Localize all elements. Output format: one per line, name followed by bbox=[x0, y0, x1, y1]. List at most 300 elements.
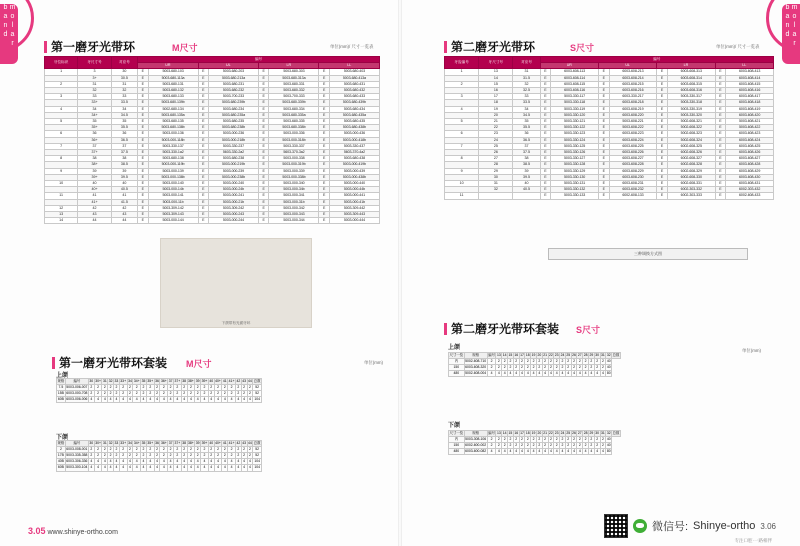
cell-quadrant-mark: E bbox=[319, 69, 329, 75]
kit-cell-qty: 4 bbox=[146, 397, 154, 403]
kit-cell-qty: 4 bbox=[210, 459, 213, 464]
cell-no: 31.5 bbox=[513, 75, 540, 81]
cell-code: 6003-608-225 bbox=[609, 143, 657, 149]
kit-cell-qty: 2 bbox=[90, 447, 93, 452]
kit-cell-qty: 2 bbox=[555, 359, 558, 364]
kit-cell-qty: 2 bbox=[526, 365, 529, 370]
cell-quadrant-mark: E bbox=[715, 112, 726, 118]
cell-code: 6003-608-425 bbox=[726, 143, 774, 149]
kit-cell-qty: 2 bbox=[596, 437, 599, 442]
kit-cell-qty: 4 bbox=[561, 449, 564, 454]
cell-no: 35.5 bbox=[513, 125, 540, 131]
kit-col-header: 36 bbox=[155, 441, 159, 445]
kit-cell-qty: 2 bbox=[578, 365, 581, 370]
cell-quadrant-mark: E bbox=[319, 131, 329, 137]
kit-cell-qty: 4 bbox=[596, 371, 599, 376]
col-header-no: 对应号 bbox=[111, 57, 137, 69]
kit-cell-qty: 4 bbox=[521, 371, 523, 376]
kit-cell-qty: 2 bbox=[487, 443, 496, 449]
label-second-kit-upper: 上颌 bbox=[448, 345, 461, 351]
cell-code: 5003-680-103 bbox=[148, 69, 198, 75]
cell-no: 37 bbox=[513, 143, 540, 149]
kit-cell-qty: 2 bbox=[538, 443, 541, 448]
kit-cell-qty: 4 bbox=[187, 465, 195, 471]
cell-quadrant-mark: E bbox=[715, 181, 726, 187]
kit-cell-qty: 2 bbox=[156, 447, 158, 452]
cell-quadrant-mark: E bbox=[138, 205, 148, 211]
kit-cell-qty: 2 bbox=[555, 365, 558, 370]
kit-cell-qty: 4 bbox=[156, 459, 158, 464]
cell-quadrant-mark: E bbox=[138, 187, 148, 193]
kit-cell-qty: 2 bbox=[146, 385, 154, 391]
cell-quadrant-mark: E bbox=[319, 100, 329, 106]
cell-no: 42 bbox=[111, 205, 137, 211]
kit-cell-qty: 2 bbox=[573, 443, 575, 448]
section-sub-second-kit: S尺寸 bbox=[576, 325, 601, 335]
kit-cell-qty: 2 bbox=[210, 391, 213, 396]
wechat-label: 微信号: bbox=[651, 521, 689, 533]
kit-cell-qty: 2 bbox=[555, 437, 558, 442]
kit-cell-qty: 2 bbox=[544, 365, 547, 370]
cell-no: 40.5 bbox=[513, 187, 540, 193]
cell-no: 40 bbox=[513, 181, 540, 187]
kit-cell-qty: 2 bbox=[187, 453, 195, 459]
page-tab-right: molar band bbox=[782, 4, 800, 64]
cell-code: 5003-680-213a bbox=[208, 75, 258, 81]
cell-no: 33 bbox=[513, 94, 540, 100]
kit-col-header: 39+ bbox=[201, 441, 208, 445]
cell-code: 5003-000-319b bbox=[269, 162, 319, 168]
kit-col-header: 39 bbox=[195, 441, 200, 445]
cell-quadrant-mark: E bbox=[198, 131, 208, 137]
cell-no: 39 bbox=[111, 168, 137, 174]
cell-quadrant-mark: E bbox=[598, 150, 609, 156]
cell-code: 5003-330-127 bbox=[551, 156, 599, 162]
kit-col-header: 22 bbox=[549, 431, 553, 435]
cell-code: 5003-680-203 bbox=[208, 69, 258, 75]
kit-col-header: 19 bbox=[531, 353, 536, 357]
cell-code: 5003-700-233 bbox=[208, 94, 258, 100]
cell-quadrant-mark: E bbox=[138, 193, 148, 199]
cell-quadrant-mark: E bbox=[319, 205, 329, 211]
cell-code: 6003-608-414 bbox=[726, 75, 774, 81]
kit-cell-qty: 2 bbox=[561, 365, 564, 370]
cell-code: 6002-303-333 bbox=[667, 193, 715, 199]
cell-code: 5002-608-323 bbox=[667, 131, 715, 137]
kit-cell-qty: 2 bbox=[103, 391, 106, 396]
cell-size: 38+ bbox=[78, 162, 111, 168]
cell-code: 5003-680-235a bbox=[208, 112, 258, 118]
kit-col-header: 23 bbox=[554, 353, 559, 357]
kit-cell-qty: 2 bbox=[567, 365, 570, 370]
kit-cell-qty: 2 bbox=[214, 385, 222, 391]
kit-cell-qty: 2 bbox=[187, 447, 195, 453]
cell-code: 6003-608-215 bbox=[609, 81, 657, 87]
cell-no: 34 bbox=[513, 106, 540, 112]
cell-size: 31 bbox=[479, 181, 513, 187]
kit-col-header: 30+ bbox=[95, 379, 101, 383]
cell-code: 5003-680-303 bbox=[269, 69, 319, 75]
cell-code: 6003-608-417 bbox=[726, 94, 774, 100]
cell-code: 6003-608-316 bbox=[667, 88, 715, 94]
kit-col-header: 41+ bbox=[228, 441, 235, 445]
kit-col-header: 19 bbox=[531, 431, 536, 435]
cell-quadrant-mark: E bbox=[715, 69, 726, 75]
kit-cell-qty: 4 bbox=[515, 449, 518, 454]
kit-col-header: 37+ bbox=[174, 441, 181, 445]
cell-code: 5003-000-240 bbox=[208, 181, 258, 187]
cell-quadrant-mark: E bbox=[540, 106, 551, 112]
kit-cell-qty: 2 bbox=[223, 385, 226, 390]
kit-cell-qty: 2 bbox=[169, 391, 172, 396]
cell-no: 36.5 bbox=[111, 137, 137, 143]
kit-cell-qty: 2 bbox=[567, 359, 570, 364]
cell-quadrant-mark: E bbox=[319, 143, 329, 149]
kit-cell-qty: 4 bbox=[487, 449, 496, 455]
kit-cell-spec: 480 bbox=[449, 371, 465, 377]
kit-cell-qty: 2 bbox=[169, 385, 172, 390]
kit-cell-qty: 52 bbox=[253, 391, 262, 397]
cell-code: 5003-000-318b bbox=[269, 137, 319, 143]
cell-quadrant-mark: E bbox=[715, 106, 726, 112]
kit-cell-spec: 内 bbox=[449, 437, 465, 443]
kit-col-header: 32 bbox=[606, 353, 611, 357]
cell-tooth: 4 bbox=[45, 106, 78, 112]
kit-col-header: 31 bbox=[601, 431, 605, 435]
kit-cell-code: 6003-608-320 bbox=[465, 365, 487, 370]
kit-cell-qty: 104 bbox=[254, 397, 260, 402]
cell-quadrant-mark: E bbox=[319, 199, 329, 205]
kit-cell-qty: 2 bbox=[201, 391, 209, 397]
kit-col-header: 41+ bbox=[228, 379, 235, 383]
cell-no: 33 bbox=[111, 94, 137, 100]
kit-col-header: 32 bbox=[108, 379, 113, 383]
cell-code: 5003-000-31b bbox=[269, 199, 319, 205]
cell-no: 43 bbox=[111, 212, 137, 218]
cell-size: 36+ bbox=[78, 137, 111, 143]
cell-code: 6002-608-331 bbox=[667, 181, 715, 187]
cell-quadrant-mark: E bbox=[138, 174, 148, 180]
kit-cell-qty: 2 bbox=[109, 385, 112, 390]
cell-size: 28 bbox=[479, 162, 513, 168]
cell-quadrant-mark: E bbox=[319, 212, 329, 218]
cell-code: 5003-680-235 bbox=[208, 119, 258, 125]
kit-cell-qty: 2 bbox=[173, 447, 181, 453]
cell-code: 5003-680-435 bbox=[329, 119, 379, 125]
cell-quadrant-mark: E bbox=[198, 137, 208, 143]
cell-quadrant-mark: E bbox=[540, 174, 551, 180]
kit-cell-qty: 2 bbox=[515, 443, 518, 448]
cell-quadrant-mark: E bbox=[598, 137, 609, 143]
kit-cell-qty: 4 bbox=[544, 371, 547, 376]
kit-cell-qty: 2 bbox=[538, 359, 541, 364]
cell-code: 5003-000-336 bbox=[269, 131, 319, 137]
cell-quadrant-mark: E bbox=[319, 81, 329, 87]
kit-cell-code: 5003-300-104 bbox=[66, 465, 88, 470]
kit-cell-qty: 2 bbox=[146, 391, 154, 397]
cell-quadrant-mark: E bbox=[259, 119, 269, 125]
cell-quadrant-mark: E bbox=[138, 94, 148, 100]
kit-col-header: 40+ bbox=[215, 379, 221, 383]
cell-quadrant-mark: E bbox=[259, 162, 269, 168]
cell-quadrant-mark: E bbox=[319, 181, 329, 187]
kit-cell-qty: 4 bbox=[142, 465, 145, 470]
cell-no: 37.5 bbox=[111, 150, 137, 156]
kit-cell-qty: 4 bbox=[243, 397, 246, 402]
cell-code: 5003-680-413a bbox=[329, 75, 379, 81]
kit-col-header: 26 bbox=[572, 353, 576, 357]
cell-no: 39 bbox=[513, 168, 540, 174]
cell-size: 39 bbox=[78, 168, 111, 174]
cell-quadrant-mark: E bbox=[657, 106, 668, 112]
cell-code: 6002-608-330 bbox=[667, 174, 715, 180]
cell-no: 32.5 bbox=[513, 88, 540, 94]
cell-code: 5003-000-439 bbox=[329, 168, 379, 174]
cell-quadrant-mark: E bbox=[598, 181, 609, 187]
cell-quadrant-mark: E bbox=[319, 156, 329, 162]
kit-cell-qty: 2 bbox=[590, 365, 593, 370]
cell-code: 5003-000-418b bbox=[329, 137, 379, 143]
cell-code: 5003-000-441 bbox=[329, 193, 379, 199]
cell-tooth: 2 bbox=[445, 81, 479, 87]
kit-cell-qty: 2 bbox=[243, 447, 246, 452]
kit-cell-qty: 4 bbox=[146, 459, 154, 465]
kit-cell-qty: 4 bbox=[555, 371, 558, 376]
cell-quadrant-mark: E bbox=[598, 75, 609, 81]
cell-quadrant-mark: E bbox=[259, 88, 269, 94]
kit-cell-qty: 2 bbox=[156, 453, 158, 458]
cell-code: 5003-608-221 bbox=[609, 119, 657, 125]
kit-cell-qty: 4 bbox=[156, 465, 158, 470]
kit-cell-qty: 4 bbox=[173, 459, 181, 465]
cell-quadrant-mark: E bbox=[138, 143, 148, 149]
kit-cell-qty: 2 bbox=[243, 391, 246, 396]
kit-cell-qty: 4 bbox=[109, 459, 112, 464]
cell-size: 18 bbox=[479, 100, 513, 106]
cell-size: 19 bbox=[479, 106, 513, 112]
cell-quadrant-mark: E bbox=[198, 199, 208, 205]
cell-quadrant-mark: E bbox=[138, 75, 148, 81]
kit-cell-qty: 4 bbox=[103, 397, 106, 402]
kit-col-header: 20 bbox=[537, 353, 542, 357]
kit-col-header: 13 bbox=[496, 353, 501, 357]
kit-col-header: 总数 bbox=[253, 441, 261, 445]
kit-col-header: 38 bbox=[182, 441, 187, 445]
cell-code: 6003-608-413 bbox=[726, 69, 774, 75]
cell-size: 33 bbox=[78, 94, 111, 100]
kit-cell-code: 6003-006-006 bbox=[66, 397, 88, 402]
kit-col-header: 尺寸一览 bbox=[449, 353, 464, 357]
section-title-first-kit: 第一磨牙光带环套装 bbox=[52, 354, 167, 371]
kit-cell-qty: 2 bbox=[573, 365, 575, 370]
kit-cell-qty: 2 bbox=[578, 359, 581, 364]
cell-quadrant-mark: E bbox=[540, 193, 551, 199]
cell-quadrant-mark: E bbox=[598, 119, 609, 125]
cell-quadrant-mark: E bbox=[138, 162, 148, 168]
kit-cell-qty: 4 bbox=[183, 459, 186, 464]
unit-note-second-kit: 单位(mm) bbox=[742, 348, 762, 353]
cell-quadrant-mark: E bbox=[138, 150, 148, 156]
cell-tooth: 5 bbox=[445, 119, 479, 125]
col-header-quadrant-ur: UR bbox=[138, 63, 198, 69]
cell-quadrant-mark: E bbox=[319, 112, 329, 118]
kit-cell-qty: 2 bbox=[214, 447, 222, 453]
kit-cell-qty: 2 bbox=[119, 447, 127, 453]
cell-code: 5003-000-218b bbox=[208, 137, 258, 143]
cell-quadrant-mark: E bbox=[715, 174, 726, 180]
kit-cell-qty: 2 bbox=[173, 391, 181, 397]
cell-size: 33+ bbox=[78, 100, 111, 106]
kit-col-header: 25 bbox=[566, 353, 571, 357]
kit-cell-qty: 4 bbox=[223, 465, 226, 470]
cell-quadrant-mark: E bbox=[138, 125, 148, 131]
cell-quadrant-mark: E bbox=[319, 94, 329, 100]
cell-code: 6003-608-115 bbox=[551, 81, 599, 87]
kit-col-header: 总数 bbox=[253, 379, 261, 383]
cell-quadrant-mark: E bbox=[198, 106, 208, 112]
cell-quadrant-mark: E bbox=[138, 69, 148, 75]
cell-size: 16 bbox=[479, 88, 513, 94]
cell-code: 6003-608-224 bbox=[609, 137, 657, 143]
kit-cell-qty: 2 bbox=[555, 443, 558, 448]
cell-code: 5003-330-123 bbox=[551, 131, 599, 137]
kit-col-header: 38 bbox=[182, 379, 187, 383]
cell-quadrant-mark: E bbox=[198, 81, 208, 87]
cell-no: 41 bbox=[111, 193, 137, 199]
cell-quadrant-mark: E bbox=[598, 193, 609, 199]
cell-quadrant-mark: E bbox=[598, 168, 609, 174]
kit-cell-qty: 2 bbox=[187, 391, 195, 397]
cell-no: 40 bbox=[111, 181, 137, 187]
kit-cell-qty: 40 bbox=[606, 359, 611, 364]
cell-code: 5003-000-338 bbox=[269, 156, 319, 162]
kit-cell-qty: 4 bbox=[228, 465, 236, 471]
kit-cell-qty: 2 bbox=[532, 365, 535, 370]
kit-cell-qty: 2 bbox=[133, 447, 141, 453]
cell-code: 5002-608-321 bbox=[667, 119, 715, 125]
kit-cell-qty: 2 bbox=[160, 453, 168, 459]
cell-quadrant-mark: E bbox=[657, 131, 668, 137]
table-second-molar bbox=[444, 56, 774, 200]
kit-cell-qty: 2 bbox=[133, 453, 141, 459]
cell-quadrant-mark: E bbox=[259, 106, 269, 112]
wechat-icon bbox=[633, 519, 647, 533]
kit-cell-qty: 4 bbox=[160, 459, 168, 465]
kit-cell-qty: 4 bbox=[228, 459, 236, 465]
kit-cell-qty: 52 bbox=[253, 453, 262, 459]
cell-quadrant-mark: E bbox=[198, 205, 208, 211]
table-row bbox=[45, 218, 380, 224]
cell-quadrant-mark: E bbox=[657, 81, 668, 87]
cell-size: 29 bbox=[479, 168, 513, 174]
cell-quadrant-mark: E bbox=[715, 125, 726, 131]
kit-cell-spec: 内 bbox=[449, 359, 465, 365]
cell-code: 6003-608-431 bbox=[726, 181, 774, 187]
kit-cell-qty: 2 bbox=[223, 453, 226, 458]
kit-cell-qty: 4 bbox=[201, 397, 209, 403]
kit-cell-qty: 4 bbox=[584, 371, 587, 376]
cell-quadrant-mark: E bbox=[715, 162, 726, 168]
kit-col-header: 28 bbox=[583, 431, 588, 435]
cell-code: 6003-330-217 bbox=[609, 94, 657, 100]
cell-quadrant-mark: E bbox=[198, 75, 208, 81]
cell-no: 38.5 bbox=[513, 162, 540, 168]
kit-col-header: 37 bbox=[168, 379, 173, 383]
cell-code: 5003-000-438b bbox=[329, 174, 379, 180]
kit-cell-qty: 80 bbox=[606, 449, 611, 454]
cell-code: 6003-608-427 bbox=[726, 156, 774, 162]
cell-no: 34.5 bbox=[111, 112, 137, 118]
cell-size: 41+ bbox=[78, 199, 111, 205]
cell-size: 37+ bbox=[78, 150, 111, 156]
cell-code: 5003-680-238 bbox=[208, 156, 258, 162]
kit-cell-qty: 2 bbox=[228, 447, 236, 453]
cell-code: 5003-680-438 bbox=[329, 156, 379, 162]
kit-cell-qty: 2 bbox=[515, 359, 518, 364]
kit-cell-qty: 2 bbox=[228, 453, 236, 459]
cell-code: 5003-309-442 bbox=[329, 205, 379, 211]
cell-tooth: 6 bbox=[45, 131, 78, 137]
kit-col-header: 30 bbox=[89, 379, 94, 383]
cell-code: 6002-608-329 bbox=[667, 168, 715, 174]
cell-code: 5003-330-119 bbox=[551, 106, 599, 112]
cell-quadrant-mark: E bbox=[259, 75, 269, 81]
cell-code: 6003-608-116 bbox=[551, 88, 599, 94]
kit-col-header: 44 bbox=[248, 379, 252, 383]
cell-code: 5003-000-342 bbox=[269, 205, 319, 211]
cell-code: 5003-000-339 bbox=[269, 168, 319, 174]
kit-cell-qty: 2 bbox=[487, 365, 496, 371]
kit-cell-qty: 4 bbox=[187, 397, 195, 403]
kit-cell-qty: 4 bbox=[237, 397, 240, 402]
kit-cell-qty: 2 bbox=[578, 443, 581, 448]
kit-col-header: 15 bbox=[508, 431, 513, 435]
kit-cell-qty: 2 bbox=[109, 453, 112, 458]
kit-cell-code: 6002-600-002 bbox=[465, 443, 487, 448]
cell-size: 38 bbox=[78, 156, 111, 162]
cell-size: 24 bbox=[479, 137, 513, 143]
cell-quadrant-mark: E bbox=[715, 143, 726, 149]
cell-code: 5003-680-332 bbox=[269, 88, 319, 94]
cell-quadrant-mark: E bbox=[319, 125, 329, 131]
kit-cell-qty: 2 bbox=[561, 359, 564, 364]
kit-cell-qty: 4 bbox=[115, 459, 118, 464]
cell-quadrant-mark: E bbox=[198, 94, 208, 100]
cell-no: 34.5 bbox=[513, 112, 540, 118]
cell-code: 5003-000-419b bbox=[329, 162, 379, 168]
cell-tooth: 3 bbox=[445, 94, 479, 100]
kit-cell-qty: 2 bbox=[169, 447, 172, 452]
cell-quadrant-mark: E bbox=[598, 88, 609, 94]
cell-code: 5003-000-144 bbox=[148, 218, 198, 224]
cell-code: 5003-680-232 bbox=[208, 88, 258, 94]
col-header-code: 编号 bbox=[138, 57, 380, 63]
kit-cell-qty: 2 bbox=[94, 453, 102, 459]
cell-quadrant-mark: E bbox=[319, 106, 329, 112]
kit-cell-qty: 4 bbox=[210, 397, 213, 402]
cell-tooth: 11 bbox=[445, 193, 479, 199]
cell-code: 5003-330-437 bbox=[329, 143, 379, 149]
kit-cell-qty: 2 bbox=[248, 391, 251, 396]
cell-code: 5003-680-238b bbox=[208, 125, 258, 131]
kit-cell-qty: 2 bbox=[584, 443, 587, 448]
kit-cell-qty: 40 bbox=[606, 443, 611, 448]
cell-tooth: 3 bbox=[45, 94, 78, 100]
website-url[interactable]: www.shinye-ortho.com bbox=[47, 529, 118, 536]
kit-col-header: 规格 bbox=[57, 379, 65, 383]
cell-code: 5003-680-432 bbox=[329, 88, 379, 94]
cell-quadrant-mark: E bbox=[259, 218, 269, 224]
